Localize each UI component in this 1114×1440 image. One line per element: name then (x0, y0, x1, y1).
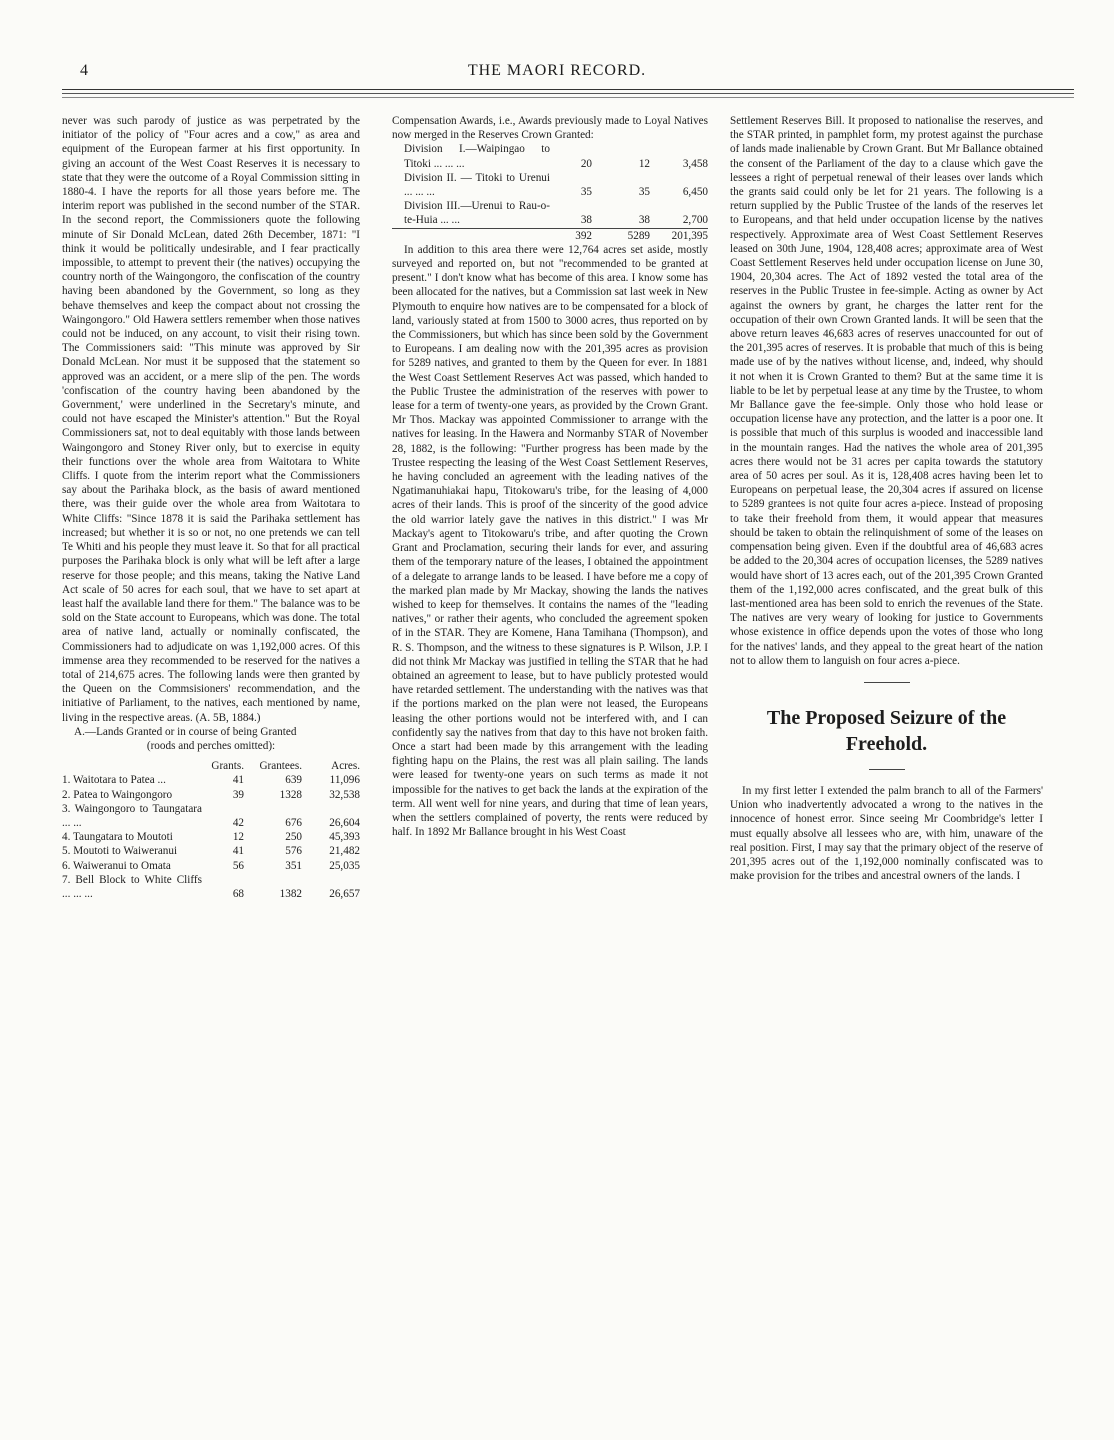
row-grantees: 35 (638, 186, 650, 199)
table-row (392, 199, 708, 228)
table-row (62, 788, 360, 802)
header-rule (62, 89, 1074, 90)
total-grants: 392 (550, 228, 592, 243)
col3-paragraph-2: In my first letter I extended the palm branch to all of the Farmers' Union who inadvertently advocated a wrong to the natives in the innocence of honest error. Since seeing Mr Coombridge's letter I must equally absolve all lessees who are, with him, unaware of the real position. First, I may say that the primary object of the reserve of 201,395 acres out of the 1,192,000 nominally confiscated was to make provision for the tribes and ancestral owners of the lands. I (730, 784, 1043, 883)
row-grants: 39 (232, 788, 244, 801)
table-row (62, 773, 360, 787)
row-grants: 42 (232, 816, 244, 829)
row-label: Division II. — Titoki to Urenui ... ... ... (404, 171, 550, 199)
row-label: 4. Taungatara to Moutoti (62, 831, 173, 844)
row-grantees: 250 (285, 831, 302, 844)
row-acres: 45,393 (329, 831, 360, 844)
col-header-acres: Acres. (331, 760, 360, 773)
row-grantees: 639 (285, 774, 302, 787)
row-label: Division I.—Waipingao to Titoki ... ... ... (404, 143, 550, 170)
row-grantees: 1382 (279, 887, 302, 900)
row-label: 3. Waingongoro to Taungatara ... ... (62, 802, 202, 829)
running-head-title: THE MAORI RECORD. (467, 62, 647, 79)
totals-row (392, 228, 708, 243)
table-row (62, 844, 360, 858)
table-a (62, 759, 360, 901)
row-label: 5. Moutoti to Waiweranui (62, 845, 178, 858)
header-rule (62, 97, 1074, 98)
row-grants: 12 (232, 831, 244, 844)
column-2 (392, 114, 708, 839)
page-number: 4 (80, 62, 88, 79)
section-separator (864, 682, 910, 683)
row-label: 6. Waiweranui to Omata (62, 859, 171, 872)
total-acres: 201,395 (650, 228, 708, 243)
row-grants: 41 (232, 845, 244, 858)
row-acres: 2,700 (682, 214, 708, 227)
row-grants: 68 (232, 887, 244, 900)
compensation-intro: Compensation Awards, i.e., Awards previously made to Loyal Natives now merged in the Reserves Crown Granted: (392, 115, 708, 142)
row-label: Division III.—Urenui to Rau-o-te-Huia ... ... (404, 200, 550, 227)
row-label: 1. Waitotara to Patea ... (62, 774, 166, 787)
total-grantees: 5289 (592, 228, 650, 243)
col-header-grantees: Grantees. (259, 760, 302, 773)
table-row (392, 142, 708, 170)
header-rule (62, 93, 1074, 94)
row-grantees: 1328 (279, 788, 302, 801)
row-grants: 20 (580, 157, 592, 170)
column-1 (62, 114, 360, 901)
row-grantees: 351 (285, 859, 302, 872)
row-acres: 32,538 (329, 788, 360, 801)
row-acres: 26,604 (329, 816, 360, 829)
table-row (62, 802, 360, 830)
col1-paragraph: never was such parody of justice as was perpetrated by the initiator of the policy of "Four acres and a cow," as area and equipment of the European farmer at his first opportunity. In giving an account of the West Coast Reserves it is necessary to state that they were the outcome of a Royal Commission sitting in 1880-4. I have the reports for all those years before me. The interim report was published in the second number of the STAR. In the second report, the Commissioners quote the following minute of Sir Donald McLean, dated 26th December, 1871: "I think it would be politically undesirable, and I fear practically impossible, to attempt to prevent their (the natives) occupying the country north of the Waingongoro, the confiscation of the country having been abandoned by the Government, so long as they behave themselves and keep the compact about not crossing the Waingongoro." Old Hawera settlers remember when those natives could not be induced, on any account, to visit their rising town. The Commissioners said: "This minute was approved by Sir Donald McLean. Nor must it be supposed that the statement so approved was an accident, or a mere slip of the pen. The words 'confiscation of the country having been abandoned by the Government,' were underlined in the Secretary's minute, and could not have escaped the Minister's attention." But the Royal Commissioners sat, not to deal equitably with those lands between Waingongoro and Stoney River only, but to exercise in equity their functions over the whole area from Waitotara to White Cliffs. I quote from the interim report what the Commissioners say about the Parihaka block, as the basis of award mentioned there, was their guide over the whole area from Waitotara to White Cliffs: "Since 1878 it is said the Parihaka settlement has increased; but whether it is so or not, no one pretends we can tell Te Whiti and his people they must leave it. So that for all practical purposes the Parihaka block is only what will be left after a large reserve for those people; and this means, taking the Native Land Act scale of 50 acres for each soul, that we have to set apart at least half the available land there for them." The balance was to be sold on the State account to Europeans, which was done. The total area of native land, actually or nominally confiscated, the Commissioners had to adjudicate on was 1,192,000 acres. Of this immense area they recommended to be reserved for the natives a total of 214,675 acres. The following lands were then granted by the Queen on the Commsisioners' recommendation, and the initiative of Parliament, to the natives, each mentioned by name, living in the respective areas. (A. 5B, 1884.) (62, 115, 360, 724)
row-grants: 35 (580, 186, 592, 199)
heading-rule (869, 769, 905, 770)
table-a-subtitle: (roods and perches omitted): (146, 739, 276, 752)
row-grants: 41 (232, 774, 244, 787)
table-row (392, 171, 708, 199)
row-acres: 21,482 (329, 845, 360, 858)
row-grants: 56 (232, 859, 244, 872)
table-row (62, 873, 360, 901)
row-acres: 11,096 (329, 774, 360, 787)
column-3 (730, 114, 1043, 883)
table-a-title: A.—Lands Granted or in course of being Granted (74, 725, 297, 738)
row-acres: 26,657 (329, 887, 360, 900)
table-row (62, 830, 360, 844)
table-header-row (62, 759, 360, 773)
article-heading: The Proposed Seizure of the Freehold. (766, 706, 1007, 755)
row-grantees: 38 (638, 214, 650, 227)
row-grantees: 12 (638, 157, 650, 170)
col3-paragraph: Settlement Reserves Bill. It proposed to nationalise the reserves, and the STAR printed, in pamphlet form, my protest against the purchase of lands made inalienable by Crown Grant. But Mr Ballance obtained the consent of the Parliament of the day to a clause which gave the lessees a right of perpetual renewal of their leases over lands which the grants said could only be let for 21 years. The following is a return supplied by the Public Trustee of the lands of the reserves let to Europeans, and that held under occupation license by the natives respectively. Approximate area of West Coast Settlement Reserves leased on 30th June, 1904, 128,408 acres; approximate area of West Coast Settlement Reserves held under occupation license on June 30, 1904, 20,304 acres. The Act of 1892 vested the total area of the reserves in the Public Trustee in fee-simple. Acting as owner by Act against the owners by grant, he charges the latter rent for the occupation of their own Crown Granted lands. It will be seen that the above return leaves 46,683 acres of reserves unaccounted for out of the 201,395 acres of reserves. It is probable that much of this is being made use of by the natives without license, and, indeed, why should it not when it is Crown Granted to them? But at the same time it is liable to be let by perpetual lease at any time by the Trustee, to whom Mr Ballance gave the fee-simple. Only those who hold lease or occupation license have any protection, and the latter is a poor one. It is possible that much of this surplus is wooded and inaccessible land in the mountain ranges. Had the natives the whole area of 201,395 acres there would not be 31 acres per capita towards the statutory area of 50 acres per soul. As it is, 128,408 acres having been let to Europeans on perpetual lease, the 20,304 acres if assured on license to 5289 grantees is not quite four acres a-piece. Instead of proposing to take their freehold from them, it would appear that measures should be taken to obtain the relinquishment of some of the leases on compensation being given. Even if the doubtful area of 46,683 acres be added to the 20,304 acres of occupation licenses, the 5289 natives would have short of 13 acres each, out of the 201,395 Crown Granted them of the 1,192,000 acres confiscated, and the great bulk of this last-mentioned area has been sold to enrich the revenues of the State. The natives are very weary of looking for justice to Governments whose existence in office depends upon the votes of those who long for the natives' lands, and they appeal to the great heart of the nation not to allow them to languish on four acres a-piece. (730, 115, 1043, 667)
row-acres: 3,458 (682, 157, 708, 170)
row-acres: 25,035 (329, 859, 360, 872)
col2-paragraph: In addition to this area there were 12,764 acres set aside, mostly surveyed and reported on, but not "recommended to be granted at present." I don't know what has become of this area. I know some has been allocated for the natives, but a Commission sat last week in New Plymouth to enquire how natives are to be compensated for a block of land, variously stated at from 1500 to 3000 acres, thus reported on by the Commissioners, but which has since been sold by the Government to Europeans. I am dealing now with the 201,395 acres as provision for 5289 natives, and granted to them by the Queen for ever. In 1881 the West Coast Settlement Reserves Act was passed, which handed to the Public Trustee the administration of the reserves with power to lease for a term of twenty-one years, as provided by the Crown Grant. Mr Thos. Mackay was appointed Commissioner to arrange with the natives for leasing. In the Hawera and Normanby STAR of November 28, 1882, is the following: "Further progress has been made by the Trustee respecting the leasing of the West Coast Settlement Reserves, he having concluded an agreement with the leading natives of the Ngatimanuhiakai hapu, Titokowaru's tribe, for the leasing of 4,000 acres of their lands. This is proof of the sincerity of the good advice the old warrior lately gave the natives in this district." I was Mr Mackay's agent to Titokowaru's tribe, and after quoting the Crown Grant and Proclamation, securing their lands for ever, and assuring them of the temporary nature of the leases, I obtained the appointment of a delegate to arrange lands to be leased. I have before me a copy of the marked plan made by Mr Mackay, showing the lands the natives wished to keep for themselves. It contains the names of the "leading natives," or rather their agents, who concluded the agreement spoken of in the STAR. They are Komene, Hana Tamihana (Thompson), and R. S. Thompson, and the witness to these signatures is P. Wilson, J.P. I did not think Mr Mackay was justified in telling the STAR that he had obtained an agreement to lease, but to have publicly protested would have retarded settlement. The understanding with the natives was that if the portions marked on the plan were not leased, the Europeans leasing the other portions would not be interfered with, and I can confidently say the natives from that day to this have not broken faith. Once a start had been made by this arrangement with the leading fighting hapu on the Plains, the rest was all plain sailing. The lands were leased for twenty-one years on such terms as made it not impossible for the natives to get back the lands at the expiration of the term. All went well for nine years, and during that time of lean years, when the settlers complained of poverty, the rents were reduced by half. In 1892 Mr Ballance brought in his West Coast (392, 243, 708, 839)
row-acres: 6,450 (682, 186, 708, 199)
compensation-table (392, 142, 708, 242)
table-row (62, 859, 360, 873)
row-label: 7. Bell Block to White Cliffs ... ... ... (62, 873, 202, 900)
row-label: 2. Patea to Waingongoro (62, 788, 173, 801)
row-grantees: 576 (285, 845, 302, 858)
row-grantees: 676 (285, 816, 302, 829)
row-grants: 38 (580, 214, 592, 227)
col-header-grants: Grants. (211, 760, 244, 773)
